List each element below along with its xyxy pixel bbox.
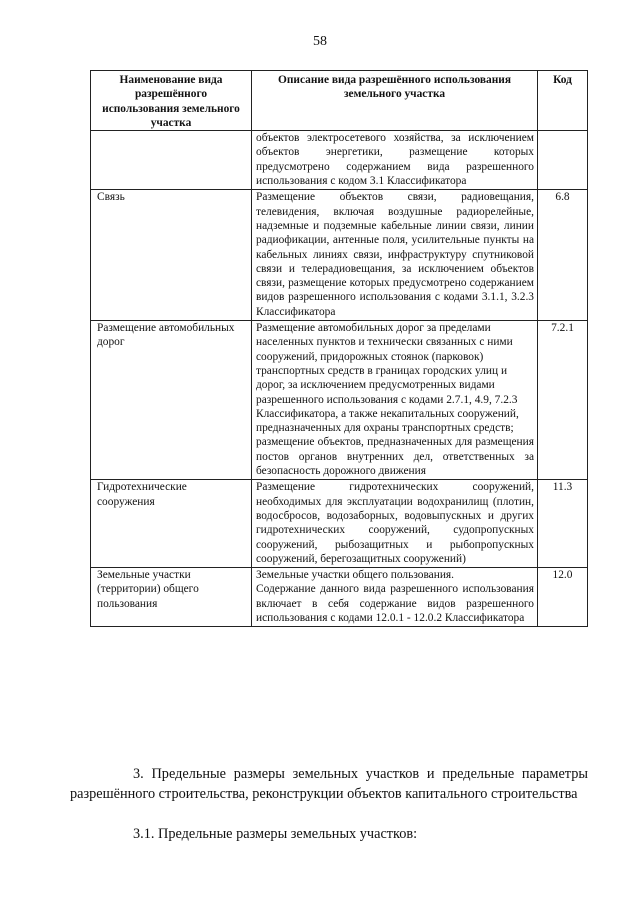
- cell-code: 7.2.1: [538, 321, 588, 480]
- cell-name: Связь: [91, 190, 252, 321]
- cell-description: [252, 480, 538, 568]
- description-paragraph: размещение объектов, предназначенных для размещения постов органов внутренних дел, ответственных за безопасность дорожного движения: [256, 436, 534, 478]
- cell-code: [538, 131, 588, 190]
- description-paragraph: объектов электросетевого хозяйства, за исключением объектов энергетики, размещение которых предусмотрено содержанием вида разрешенного использования с кодом 3.1 Классификатора: [256, 132, 534, 188]
- description-paragraph: Земельные участки общего пользования.: [256, 569, 455, 582]
- cell-code: 11.3: [538, 480, 588, 568]
- table-row: [91, 321, 588, 480]
- description-paragraph: Размещение объектов связи, радиовещания, телевидения, включая воздушные радиорелейные, надземные и подземные кабельные линии связи, линии радиофикации, антенные поля, усилительные пункты на кабельных линиях связи, инфраструктуру спутниковой связи и телерадиовещания, за исключением объектов связи, размещение которых предусмотрено содержанием видов разрешенного использования с кодами 3.1.1, 3.2.3 Классификатора: [256, 191, 534, 318]
- cell-name: Гидротехнические сооружения: [91, 480, 252, 568]
- cell-description: [252, 190, 538, 321]
- section-3-heading-paragraph: 3. Предельные размеры земельных участков и предельные параметры разрешённого строительства, реконструкции объектов капитального строительства: [70, 766, 588, 802]
- cell-description: [252, 568, 538, 627]
- cell-description: [252, 321, 538, 480]
- table-header-row: [91, 71, 588, 131]
- header-description: Описание вида разрешённого использования земельного участка: [252, 71, 538, 131]
- description-paragraph: Содержание данного вида разрешенного использования включает в себя содержание видов разрешенного использования с кодами 12.0.1 - 12.0.2 Классификатора: [256, 583, 534, 624]
- cell-name: [91, 131, 252, 190]
- cell-description: [252, 131, 538, 190]
- cell-code: 12.0: [538, 568, 588, 627]
- table-row: [91, 190, 588, 321]
- page-number: 58: [313, 34, 327, 49]
- cell-name: Земельные участки (территории) общего пользования: [91, 568, 252, 627]
- cell-code: 6.8: [538, 190, 588, 321]
- header-code: Код: [538, 71, 588, 131]
- table-row: [91, 131, 588, 190]
- description-paragraph: Размещение гидротехнических сооружений, необходимых для эксплуатации водохранилищ (плотин, водосбросов, водозаборных, водовыпускных и других гидротехнических сооружений, судопропускных сооружений, рыбозащитных и рыбопропускных сооружений, берегозащитных сооружений): [256, 481, 534, 565]
- table-row: [91, 568, 588, 627]
- section-3-1-paragraph: 3.1. Предельные размеры земельных участков:: [133, 826, 418, 842]
- header-name: Наименование вида разрешённого использования земельного участка: [91, 71, 252, 131]
- description-paragraph: Размещение автомобильных дорог за пределами населенных пунктов и технически связанных с ними сооружений, придорожных стоянок (парковок) транспортных средств в границах городских улиц и дорог, за исключением предусмотренных видами разрешенного использования с кодами 2.7.1, 4.9, 7.2.3 Классификатора, а также некапитальных сооружений, предназначенных для охраны транспортных средств;: [256, 322, 519, 435]
- land-use-table: [90, 70, 588, 627]
- cell-name: Размещение автомобильных дорог: [91, 321, 252, 480]
- table-row: [91, 480, 588, 568]
